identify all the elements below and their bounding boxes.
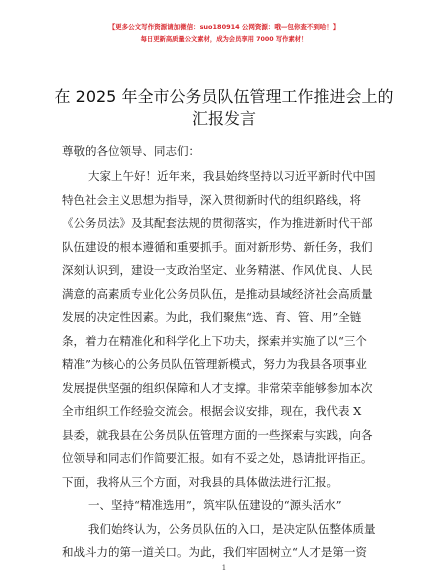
body-line: 发展的决定性因素。为此，我们聚焦“选、育、管、用”全链 [62,310,362,324]
section-heading: 一、坚持“精准选用”，筑牢队伍建设的“源头活水” [88,498,342,512]
body-line: 全市组织工作经验交流会。根据会议安排，现在，我代表 X [62,404,362,418]
page-number: 1 [221,564,227,572]
body-line: 《公务员法》及其配套法规的贯彻落实，作为推进新时代干部 [62,216,373,230]
body-line: 特色社会主义思想为指导，深入贯彻新时代的组织路线，将 [62,193,361,207]
body-line: 队伍建设的根本遵循和重要抓手。面对新形势、新任务，我们 [62,240,373,254]
body-line: 位领导和同志们作简要汇报。如有不妥之处，恳请批评指正。 [62,451,373,465]
body-line: 大家上午好！近年来，我县始终坚持以习近平新时代中国 [88,169,376,183]
promo-banner-line-1: 【更多公文写作资源请加微信：suo180914 公网资源：哦—包你查不到哈！】 [108,23,340,31]
body-line: 发展提供坚强的组织保障和人才支撑。非常荣幸能够参加本次 [62,381,373,395]
body-line: 满意的高素质专业化公务员队伍，是推动县域经济社会高质量 [62,287,373,301]
promo-banner-line-2: 每日更新高质量公文素材，成为会员享用 7000 写作素材！ [140,36,308,43]
salutation: 尊敬的各位领导、同志们： [62,144,200,158]
body-line: 县委，就我县在公务员队伍管理方面的一些探索与实践，向各 [62,428,373,442]
body-line: 和战斗力的第一道关口。为此，我们牢固树立“人才是第一资 [62,545,367,559]
body-line: 下面，我将从三个方面，对我县的具体做法进行汇报。 [62,475,338,489]
body-line: 条，着力在精准化和科学化上下功夫，探索并实施了以“三个 [62,334,367,348]
document-title-line-1: 在 2025 年全市公务员队伍管理工作推进会上的 [54,87,394,106]
body-line: 精准”为核心的公务员队伍管理新模式，努力为我县各项事业 [62,357,367,371]
body-line: 深刻认识到，建设一支政治坚定、业务精湛、作风优良、人民 [62,263,373,277]
document-title-line-2: 汇报发言 [191,109,256,128]
body-line: 我们始终认为，公务员队伍的入口，是决定队伍整体质量 [88,522,376,536]
